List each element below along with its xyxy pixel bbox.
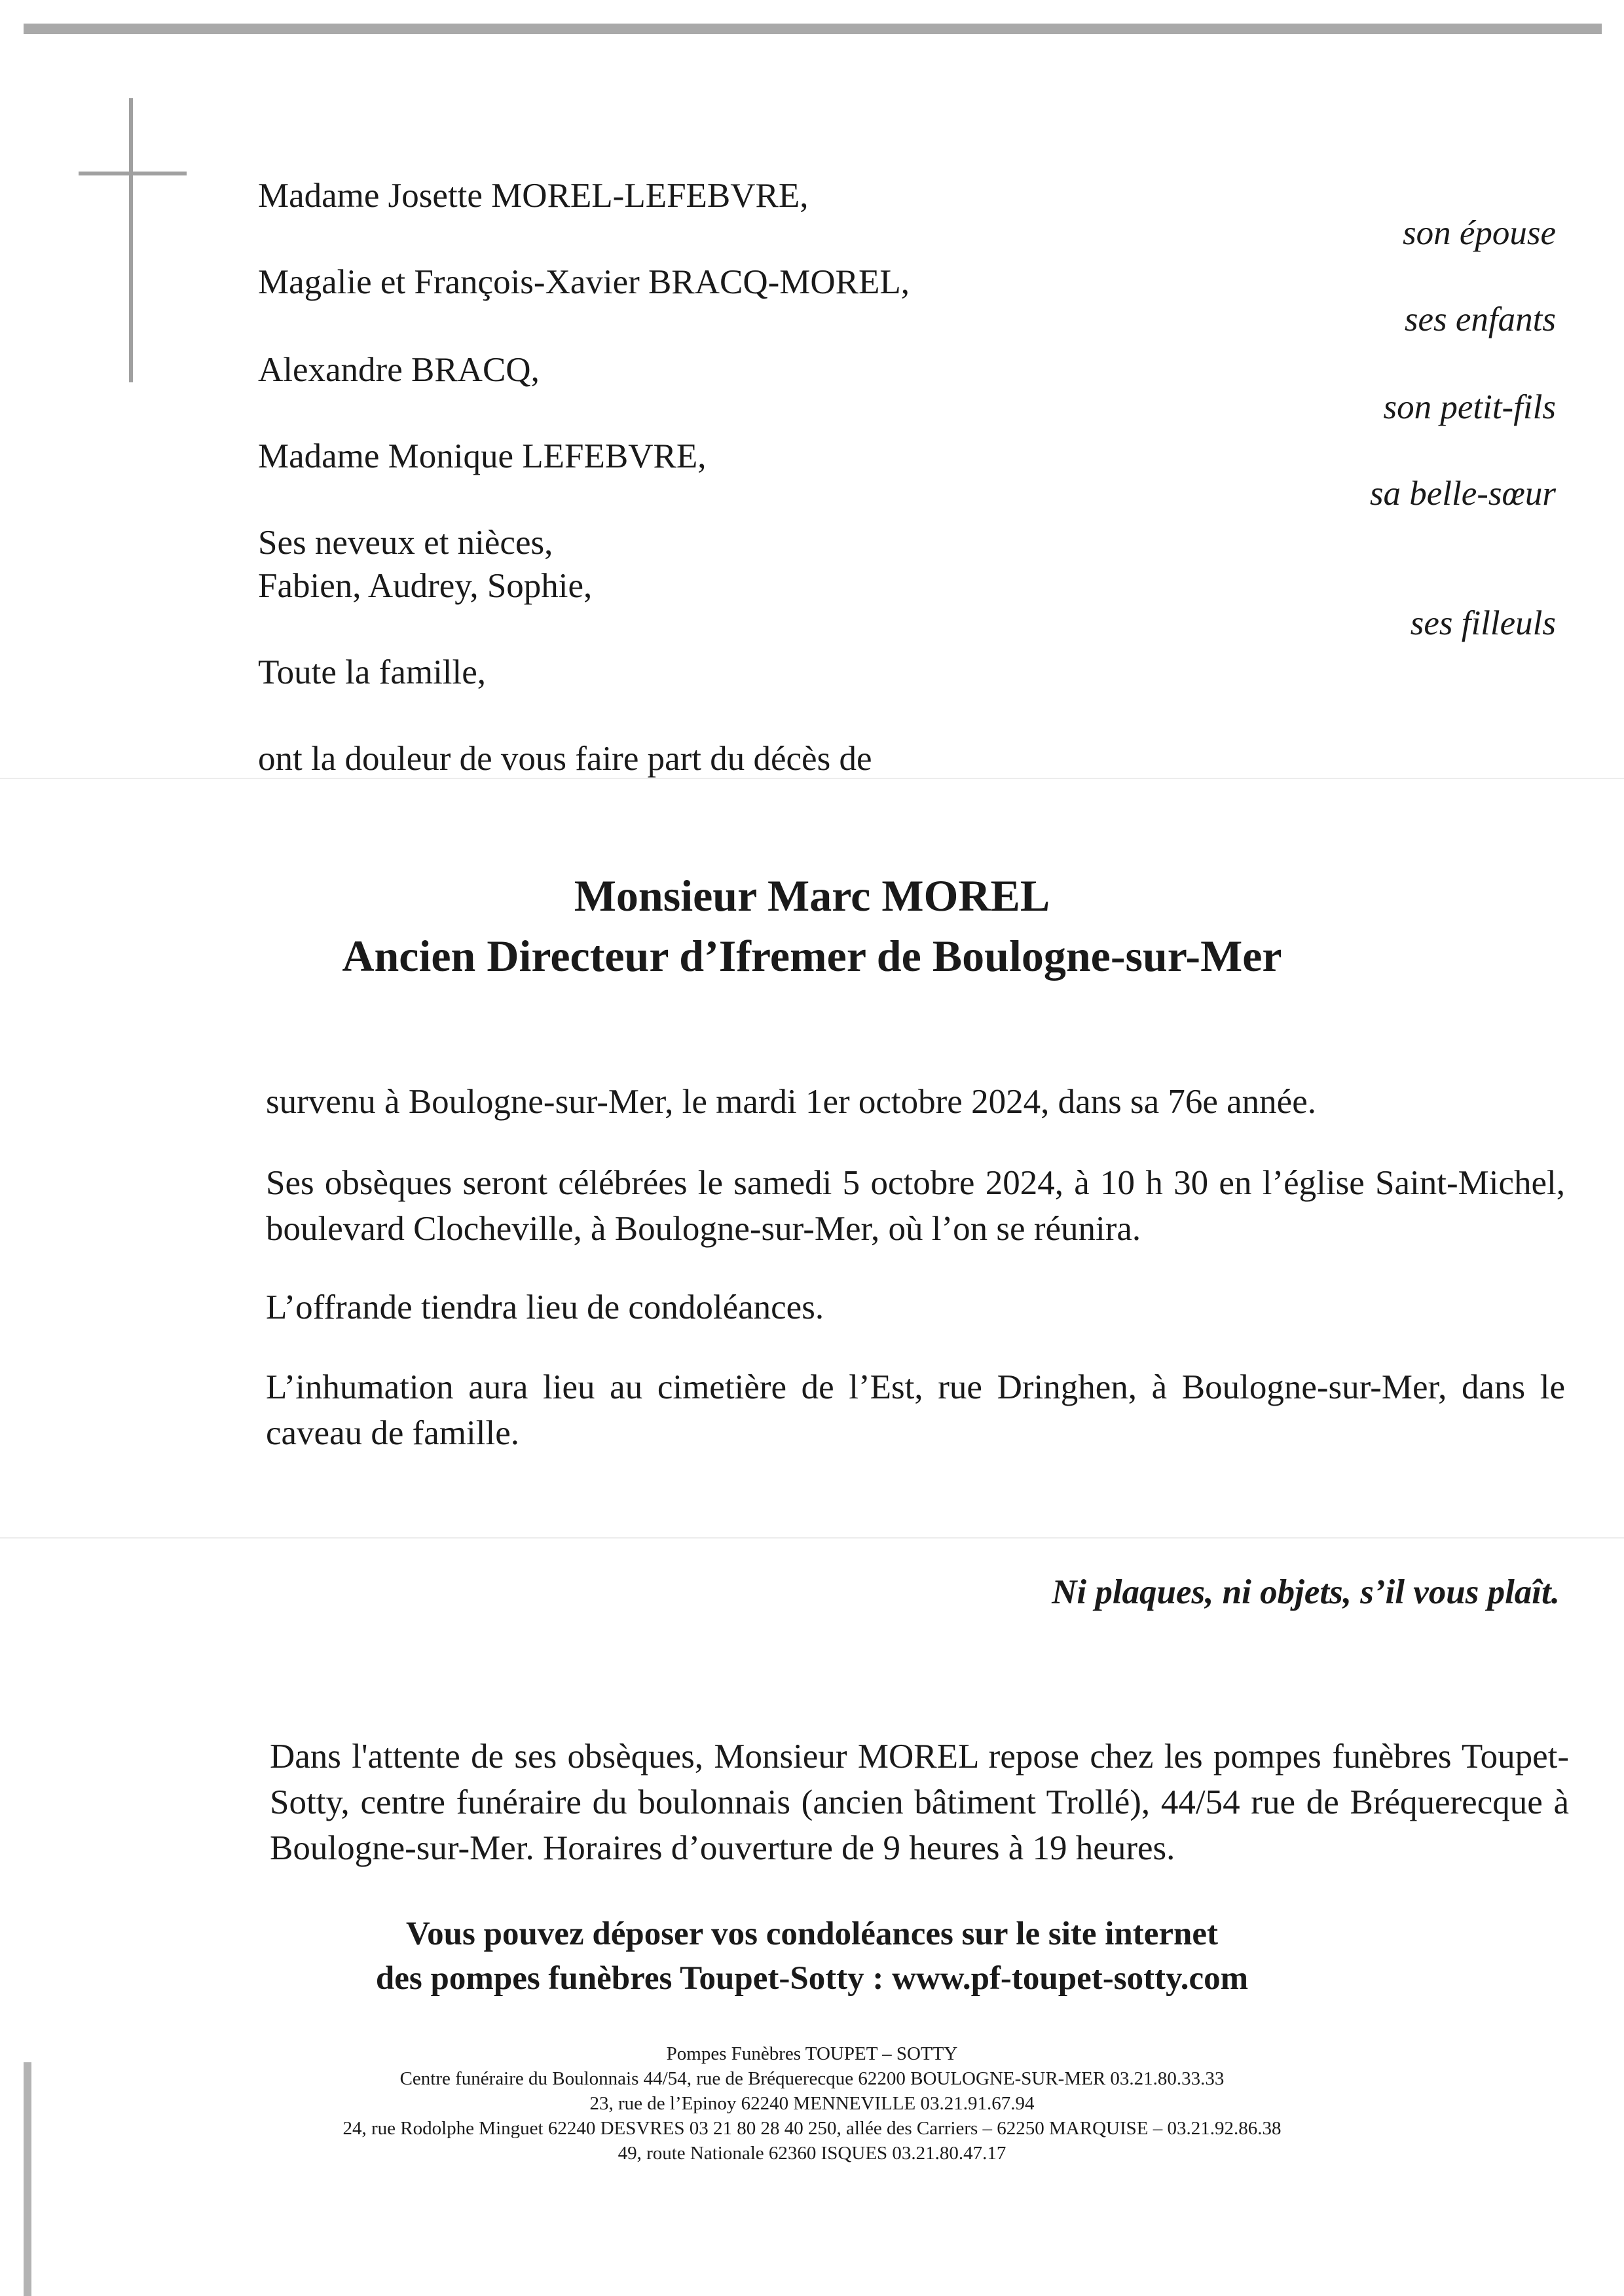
notice-text: Ni plaques, ni objets, s’il vous plaît. xyxy=(1052,1573,1560,1611)
condoleances-line1: Vous pouvez déposer vos condoléances sur le site internet xyxy=(405,1916,1219,1952)
footer-block xyxy=(0,2041,1624,2166)
offrande-paragraph: L’offrande tiendra lieu de condoléances. xyxy=(266,1288,824,1326)
deceased-title: Ancien Directeur d’Ifremer de Boulogne-sur-Mer xyxy=(342,931,1282,981)
condoleances-line2: des pompes funèbres Toupet-Sotty : www.pf-toupet-sotty.com xyxy=(375,1960,1249,1997)
family-name-5a: Ses neveux et nièces, xyxy=(258,524,553,562)
obseques-paragraph: Ses obsèques seront célébrées le samedi 5 octobre 2024, à 10 h 30 en l’église Saint-Michel, boulevard Clocheville, à Boulogne-sur-Mer, où l’on se réunira. xyxy=(266,1164,1565,1248)
announcement: ont la douleur de vous faire part du décès de xyxy=(258,740,872,778)
top-border xyxy=(24,24,1602,34)
family-name-4: Madame Monique LEFEBVRE, xyxy=(258,437,707,475)
relation-2: ses enfants xyxy=(1404,301,1556,338)
condoleances-block xyxy=(0,1912,1624,2001)
footer-line-2: Centre funéraire du Boulonnais 44/54, rue de Bréquerecque 62200 BOULOGNE-SUR-MER 03.21.80.33.33 xyxy=(399,2068,1225,2089)
footer-line-5: 49, route Nationale 62360 ISQUES 03.21.80.47.17 xyxy=(618,2143,1006,2164)
relation-4: sa belle-sœur xyxy=(1369,475,1556,513)
cross-icon-vertical xyxy=(129,98,133,382)
footer-line-4: 24, rue Rodolphe Minguet 62240 DESVRES 03 21 80 28 40 250, allée des Carriers – 62250 MARQUISE – 03.21.92.86.38 xyxy=(342,2118,1282,2139)
relation-3: son petit-fils xyxy=(1383,388,1556,426)
footer-line-1: Pompes Funèbres TOUPET – SOTTY xyxy=(666,2043,958,2064)
family-name-2: Magalie et François-Xavier BRACQ-MOREL, xyxy=(258,263,910,301)
family-name-3: Alexandre BRACQ, xyxy=(258,351,540,389)
deceased-block xyxy=(0,866,1624,986)
deceased-name: Monsieur Marc MOREL xyxy=(574,871,1050,920)
survenu-paragraph: survenu à Boulogne-sur-Mer, le mardi 1er octobre 2024, dans sa 76e année. xyxy=(266,1083,1316,1121)
footer-line-3: 23, rue de l’Epinoy 62240 MENNEVILLE 03.21.91.67.94 xyxy=(589,2093,1035,2114)
inhumation-paragraph: L’inhumation aura lieu au cimetière de l’Est, rue Dringhen, à Boulogne-sur-Mer, dans le caveau de famille. xyxy=(266,1368,1565,1452)
relation-5: ses filleuls xyxy=(1410,604,1556,642)
family-name-5b: Fabien, Audrey, Sophie, xyxy=(258,567,593,605)
relation-1: son épouse xyxy=(1402,214,1556,252)
cross-icon-horizontal xyxy=(79,172,187,175)
family-all: Toute la famille, xyxy=(258,653,487,691)
attente-paragraph: Dans l'attente de ses obsèques, Monsieur MOREL repose chez les pompes funèbres Toupet-Sotty, centre funéraire du boulonnais (ancien bâtiment Trollé), 44/54 rue de Bréquerecque à Boulogne-sur-Mer. Horaires d’ouverture de 9 heures à 19 heures. xyxy=(270,1738,1569,1867)
family-name-1: Madame Josette MOREL-LEFEBVRE, xyxy=(258,177,809,215)
scan-line xyxy=(0,1537,1624,1539)
